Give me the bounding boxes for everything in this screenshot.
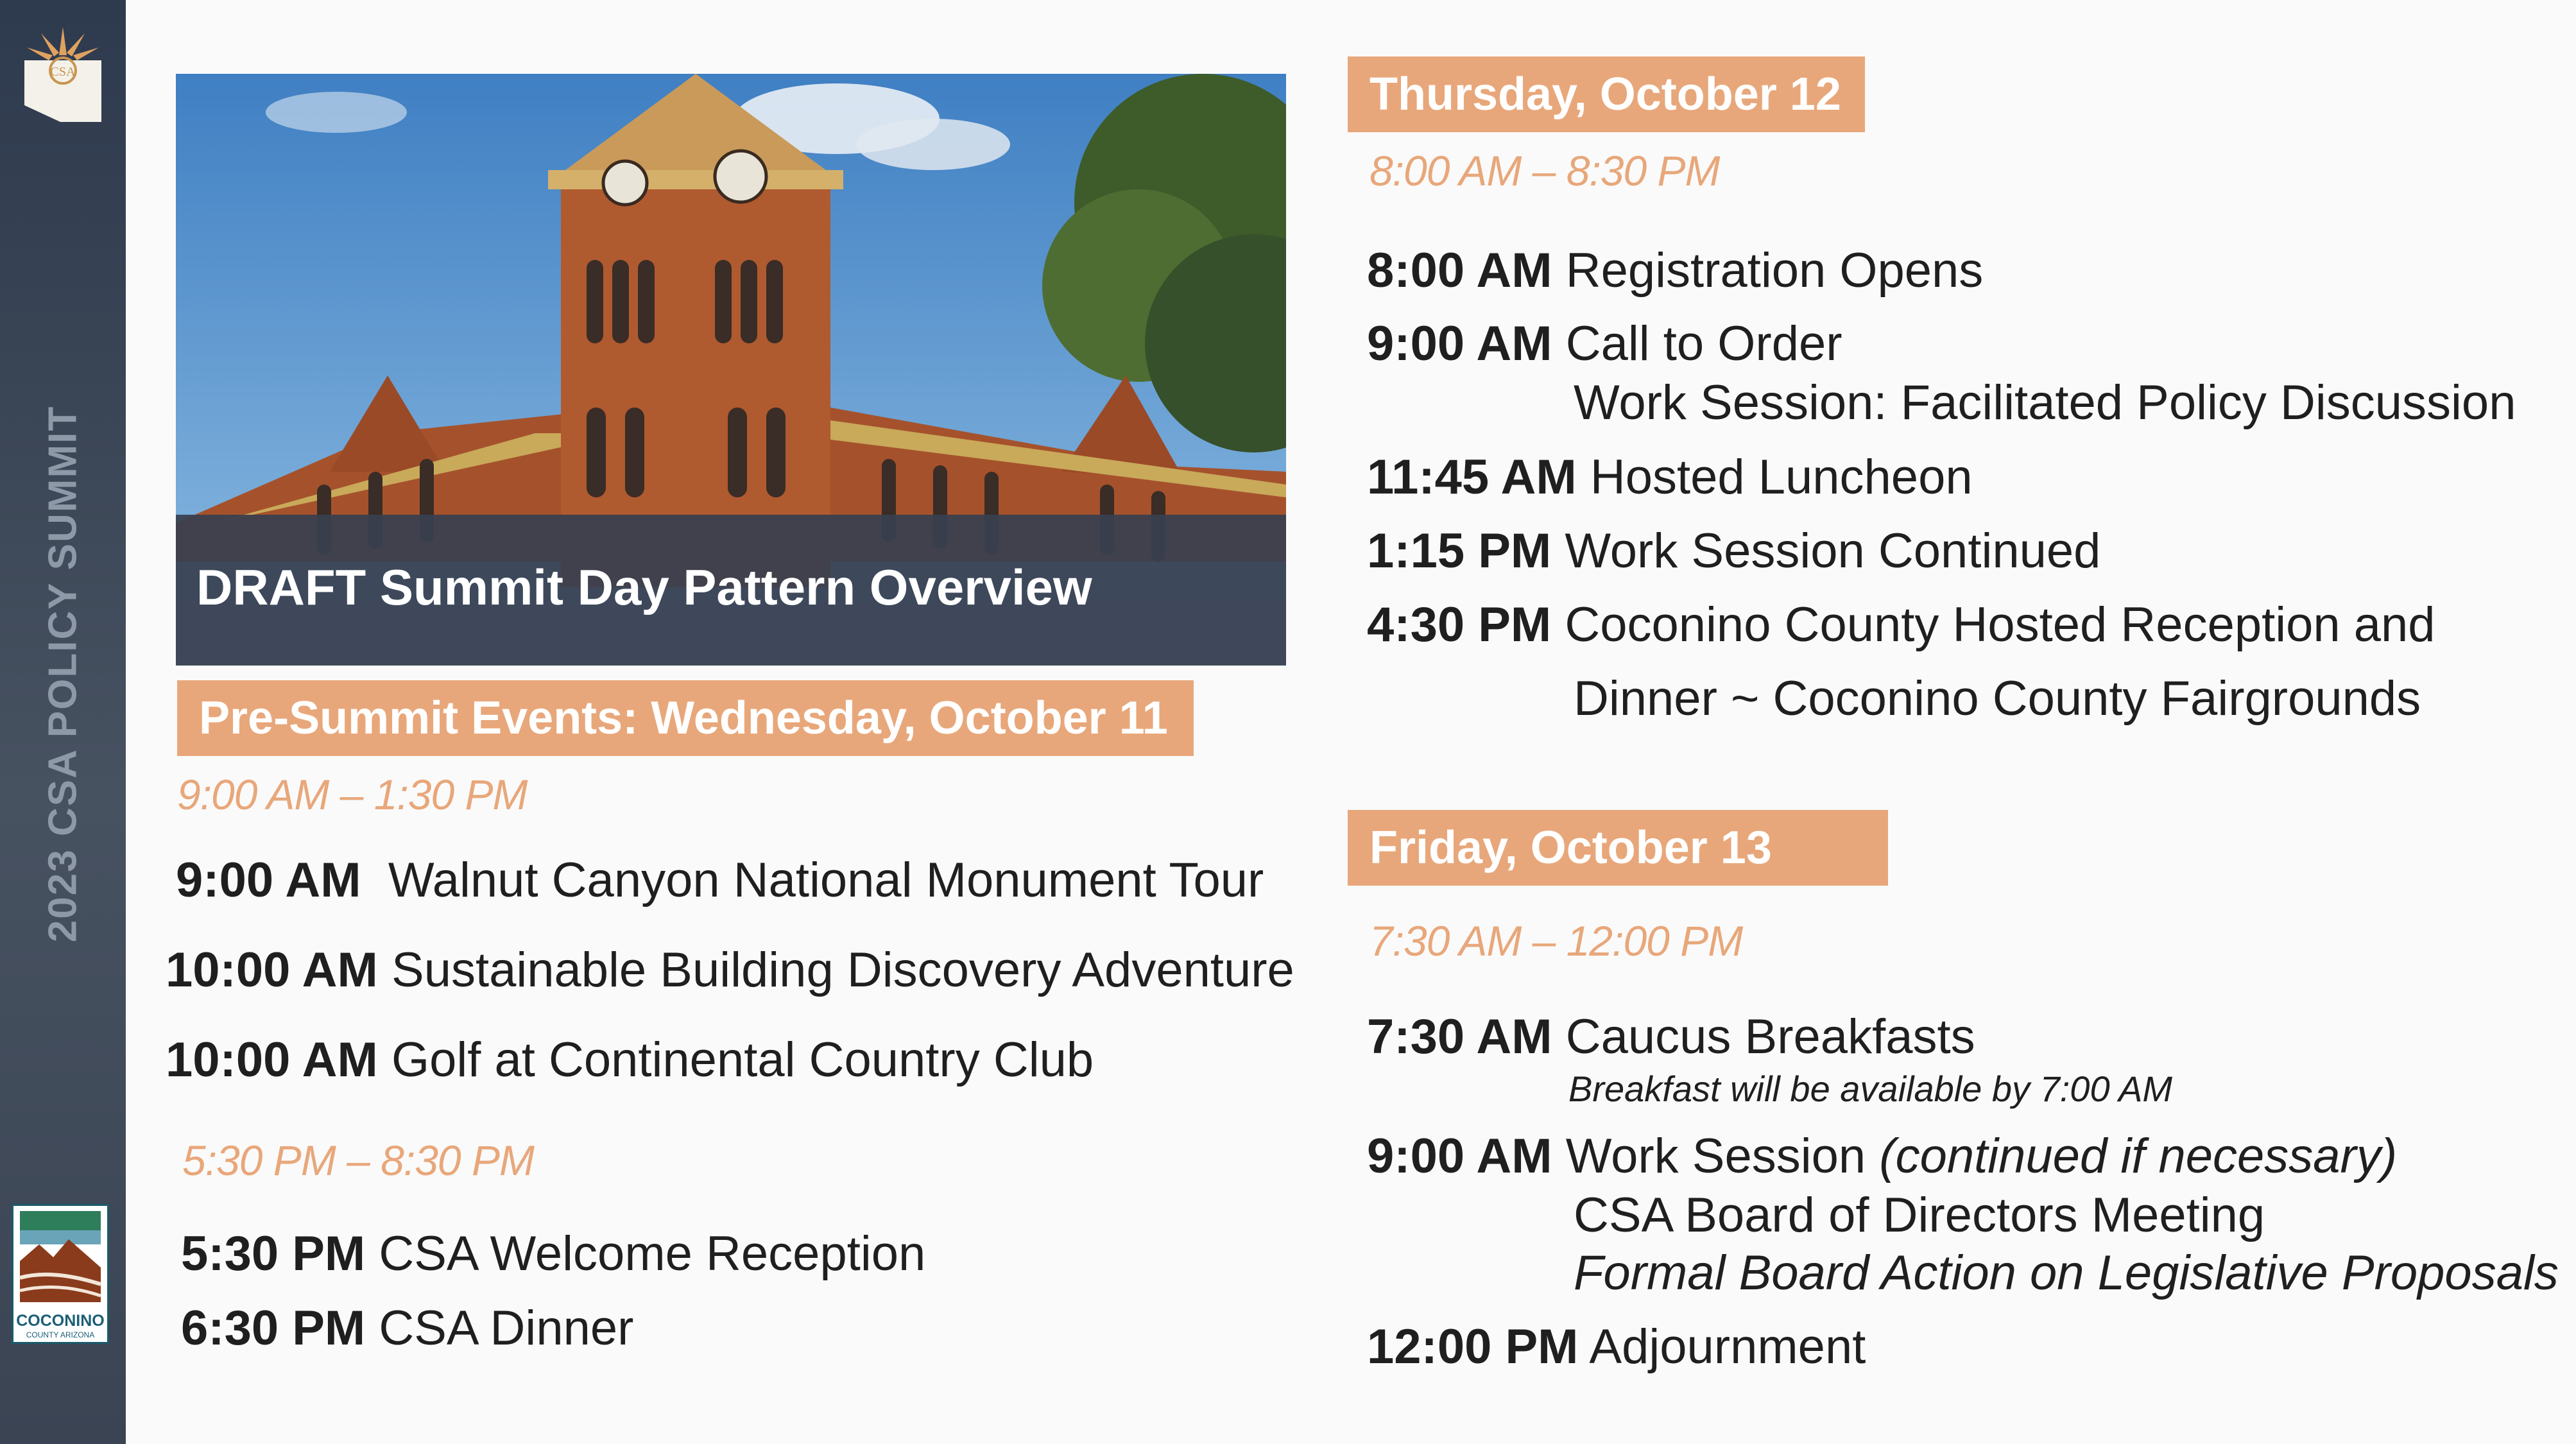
schedule-item — [176, 852, 1264, 908]
item-note: Breakfast will be available by 7:00 AM — [1568, 1069, 2173, 1109]
wednesday-morning-range: 9:00 AM – 1:30 PM — [177, 771, 528, 818]
item-time: 10:00 AM — [166, 943, 378, 997]
item-desc: Work Session — [1565, 1129, 1866, 1183]
hero-caption — [176, 515, 1286, 666]
item-time: 12:00 PM — [1367, 1319, 1579, 1374]
item-time: 9:00 AM — [1367, 1129, 1552, 1183]
schedule-item — [181, 1226, 925, 1282]
schedule-item — [166, 942, 1294, 998]
wednesday-evening-range: 5:30 PM – 8:30 PM — [182, 1137, 534, 1184]
schedule-item — [166, 1032, 1094, 1088]
thursday-heading: Thursday, October 12 — [1348, 56, 1865, 132]
courthouse-photo — [176, 74, 1286, 666]
schedule-item — [1367, 597, 2435, 653]
schedule-item — [1367, 523, 2100, 579]
item-time: 6:30 PM — [181, 1301, 366, 1355]
item-desc: Walnut Canyon National Monument Tour — [388, 853, 1264, 907]
item-time: 7:30 AM — [1367, 1010, 1552, 1064]
item-desc: Adjournment — [1589, 1319, 1866, 1374]
item-desc: Work Session Continued — [1565, 524, 2101, 578]
item-time: 11:45 AM — [1367, 450, 1577, 504]
thursday-range: 8:00 AM – 8:30 PM — [1370, 147, 1720, 194]
item-desc: Hosted Luncheon — [1590, 450, 1973, 504]
item-time: 9:00 AM — [1367, 316, 1552, 371]
item-desc: CSA Welcome Reception — [379, 1226, 926, 1281]
county-logo-name: COCONINO — [16, 1312, 105, 1330]
schedule-item — [1367, 316, 1842, 372]
item-desc-italic: (continued if necessary) — [1879, 1129, 2398, 1183]
item-time: 9:00 AM — [176, 853, 361, 907]
hero-caption-text: DRAFT Summit Day Pattern Overview — [196, 559, 1092, 615]
item-time: 5:30 PM — [181, 1226, 366, 1281]
county-logo-subname: COUNTY ARIZONA — [26, 1330, 95, 1339]
svg-text:CSA: CSA — [50, 65, 76, 79]
item-time: 8:00 AM — [1367, 243, 1552, 298]
schedule-item — [1367, 449, 1973, 505]
friday-heading: Friday, October 13 — [1348, 810, 1888, 886]
county-mountain-icon — [13, 1206, 107, 1309]
item-desc: Registration Opens — [1565, 243, 1984, 298]
item-desc: Golf at Continental Country Club — [391, 1033, 1094, 1087]
arizona-seal-logo — [22, 22, 104, 125]
item-continuation: CSA Board of Directors Meeting — [1574, 1188, 2265, 1242]
item-continuation: Work Session: Facilitated Policy Discussion — [1574, 375, 2516, 430]
schedule-item — [181, 1300, 633, 1356]
schedule-item — [1367, 1319, 1866, 1375]
friday-range: 7:30 AM – 12:00 PM — [1370, 917, 1743, 965]
item-continuation: Dinner ~ Coconino County Fairgrounds — [1574, 671, 2421, 726]
sidebar-title: 2023 CSA POLICY SUMMIT — [40, 405, 85, 943]
item-desc: Call to Order — [1565, 316, 1842, 371]
schedule-item — [1367, 1128, 2397, 1184]
coconino-county-logo — [12, 1204, 109, 1344]
item-desc: Sustainable Building Discovery Adventure — [391, 943, 1294, 997]
sidebar — [0, 0, 126, 1444]
item-time: 10:00 AM — [166, 1033, 378, 1087]
schedule-item — [1367, 1009, 1975, 1065]
item-time: 1:15 PM — [1367, 524, 1552, 578]
wednesday-heading: Pre-Summit Events: Wednesday, October 11 — [177, 680, 1194, 756]
item-desc: Caucus Breakfasts — [1565, 1010, 1975, 1064]
schedule-item — [1367, 243, 1983, 298]
item-desc: Coconino County Hosted Reception and — [1565, 597, 2435, 652]
item-time: 4:30 PM — [1367, 597, 1552, 652]
item-continuation-italic: Formal Board Action on Legislative Proposals — [1574, 1246, 2559, 1300]
item-desc: CSA Dinner — [379, 1301, 634, 1355]
